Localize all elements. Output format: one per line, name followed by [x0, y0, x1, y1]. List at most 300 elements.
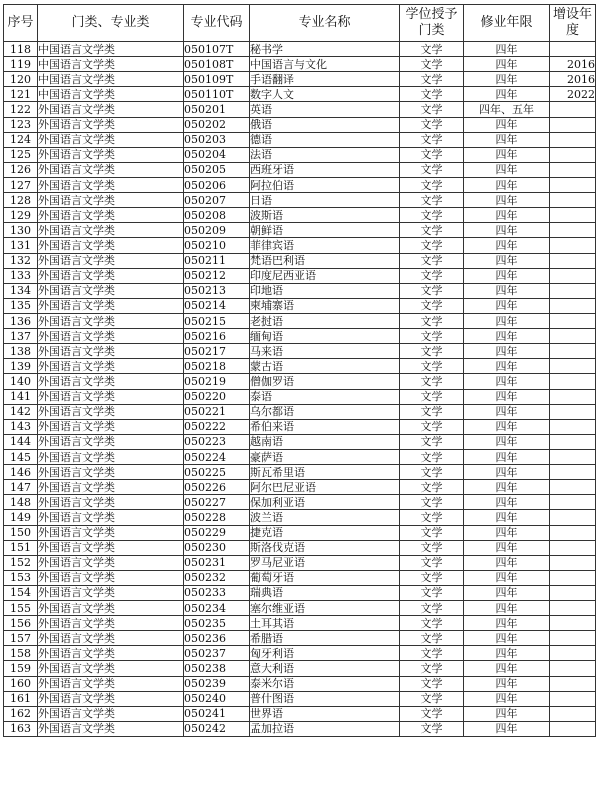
table-row	[4, 480, 596, 495]
row-degree-category: 文学	[400, 540, 464, 555]
row-major-code: 050241	[184, 706, 250, 721]
row-category: 外国语言文学类	[38, 540, 184, 555]
row-year-added	[550, 283, 596, 298]
row-number: 127	[4, 177, 38, 192]
row-degree-category: 文学	[400, 177, 464, 192]
row-study-duration: 四年	[464, 132, 550, 147]
row-year-added	[550, 706, 596, 721]
row-year-added	[550, 147, 596, 162]
row-number: 154	[4, 585, 38, 600]
row-study-duration: 四年	[464, 389, 550, 404]
row-number: 141	[4, 389, 38, 404]
row-degree-category: 文学	[400, 238, 464, 253]
row-degree-category: 文学	[400, 706, 464, 721]
row-study-duration: 四年	[464, 480, 550, 495]
row-study-duration: 四年	[464, 223, 550, 238]
table-row	[4, 616, 596, 631]
row-year-added	[550, 344, 596, 359]
row-number: 125	[4, 147, 38, 162]
table-body	[4, 42, 596, 737]
row-major-code: 050226	[184, 480, 250, 495]
row-number: 138	[4, 344, 38, 359]
table-row	[4, 676, 596, 691]
row-category: 外国语言文学类	[38, 208, 184, 223]
row-major-code: 050221	[184, 404, 250, 419]
row-year-added	[550, 721, 596, 736]
row-major-code: 050232	[184, 570, 250, 585]
row-study-duration: 四年	[464, 661, 550, 676]
row-number: 122	[4, 102, 38, 117]
table-row	[4, 601, 596, 616]
row-category: 中国语言文学类	[38, 42, 184, 57]
row-major-name: 罗马尼亚语	[250, 555, 400, 570]
table-row	[4, 434, 596, 449]
row-year-added	[550, 646, 596, 661]
row-number: 153	[4, 570, 38, 585]
table-row	[4, 147, 596, 162]
row-number: 142	[4, 404, 38, 419]
row-year-added	[550, 495, 596, 510]
row-number: 149	[4, 510, 38, 525]
row-year-added	[550, 616, 596, 631]
row-category: 外国语言文学类	[38, 601, 184, 616]
row-year-added	[550, 177, 596, 192]
row-number: 139	[4, 359, 38, 374]
row-study-duration: 四年	[464, 601, 550, 616]
row-major-code: 050222	[184, 419, 250, 434]
row-major-code: 050214	[184, 298, 250, 313]
row-study-duration: 四年	[464, 404, 550, 419]
row-degree-category: 文学	[400, 359, 464, 374]
row-year-added	[550, 540, 596, 555]
row-category: 外国语言文学类	[38, 102, 184, 117]
row-number: 147	[4, 480, 38, 495]
table-row	[4, 540, 596, 555]
row-number: 135	[4, 298, 38, 313]
row-category: 中国语言文学类	[38, 87, 184, 102]
row-degree-category: 文学	[400, 87, 464, 102]
header-code: 专业代码	[184, 5, 250, 42]
row-number: 124	[4, 132, 38, 147]
row-major-name: 希伯来语	[250, 419, 400, 434]
table-row	[4, 344, 596, 359]
row-category: 外国语言文学类	[38, 555, 184, 570]
row-number: 157	[4, 631, 38, 646]
row-degree-category: 文学	[400, 147, 464, 162]
row-major-code: 050209	[184, 223, 250, 238]
row-year-added	[550, 631, 596, 646]
row-number: 130	[4, 223, 38, 238]
table-row	[4, 298, 596, 313]
row-major-name: 塞尔维亚语	[250, 601, 400, 616]
row-number: 152	[4, 555, 38, 570]
majors-table	[3, 4, 596, 737]
table-row	[4, 253, 596, 268]
row-number: 132	[4, 253, 38, 268]
row-degree-category: 文学	[400, 419, 464, 434]
row-major-name: 越南语	[250, 434, 400, 449]
table-row	[4, 208, 596, 223]
row-number: 156	[4, 616, 38, 631]
row-number: 159	[4, 661, 38, 676]
row-study-duration: 四年	[464, 177, 550, 192]
row-major-code: 050240	[184, 691, 250, 706]
row-major-name: 印地语	[250, 283, 400, 298]
row-category: 外国语言文学类	[38, 404, 184, 419]
row-major-name: 普什图语	[250, 691, 400, 706]
row-major-code: 050206	[184, 177, 250, 192]
row-number: 120	[4, 72, 38, 87]
row-year-added	[550, 238, 596, 253]
row-number: 136	[4, 313, 38, 328]
row-degree-category: 文学	[400, 72, 464, 87]
row-study-duration: 四年	[464, 540, 550, 555]
row-major-name: 孟加拉语	[250, 721, 400, 736]
row-major-code: 050201	[184, 102, 250, 117]
header-year-added: 增设年度	[550, 5, 596, 42]
row-study-duration: 四年	[464, 298, 550, 313]
row-study-duration: 四年	[464, 419, 550, 434]
row-major-code: 050223	[184, 434, 250, 449]
row-major-code: 050237	[184, 646, 250, 661]
row-category: 外国语言文学类	[38, 661, 184, 676]
row-degree-category: 文学	[400, 495, 464, 510]
row-major-name: 斯洛伐克语	[250, 540, 400, 555]
header-degree: 学位授予门类	[400, 5, 464, 42]
row-major-code: 050217	[184, 344, 250, 359]
table-row	[4, 283, 596, 298]
row-major-name: 西班牙语	[250, 162, 400, 177]
row-category: 中国语言文学类	[38, 72, 184, 87]
table-row	[4, 329, 596, 344]
row-category: 外国语言文学类	[38, 298, 184, 313]
row-degree-category: 文学	[400, 344, 464, 359]
row-major-code: 050212	[184, 268, 250, 283]
row-category: 外国语言文学类	[38, 631, 184, 646]
row-study-duration: 四年	[464, 570, 550, 585]
row-study-duration: 四年	[464, 359, 550, 374]
table-row	[4, 555, 596, 570]
table-row	[4, 313, 596, 328]
row-degree-category: 文学	[400, 208, 464, 223]
row-year-added	[550, 449, 596, 464]
row-category: 外国语言文学类	[38, 646, 184, 661]
row-degree-category: 文学	[400, 404, 464, 419]
row-number: 123	[4, 117, 38, 132]
row-year-added	[550, 661, 596, 676]
row-number: 143	[4, 419, 38, 434]
row-year-added	[550, 359, 596, 374]
row-year-added	[550, 313, 596, 328]
row-category: 外国语言文学类	[38, 525, 184, 540]
row-number: 133	[4, 268, 38, 283]
row-major-name: 法语	[250, 147, 400, 162]
row-number: 119	[4, 57, 38, 72]
row-year-added	[550, 223, 596, 238]
row-year-added: 2022	[550, 87, 596, 102]
table-row	[4, 87, 596, 102]
table-row	[4, 631, 596, 646]
row-degree-category: 文学	[400, 616, 464, 631]
row-major-code: 050230	[184, 540, 250, 555]
row-major-code: 050210	[184, 238, 250, 253]
header-category: 门类、专业类	[38, 5, 184, 42]
row-major-code: 050208	[184, 208, 250, 223]
row-major-code: 050224	[184, 449, 250, 464]
row-year-added	[550, 389, 596, 404]
row-major-name: 波兰语	[250, 510, 400, 525]
table-row	[4, 42, 596, 57]
row-category: 外国语言文学类	[38, 419, 184, 434]
row-major-name: 瑞典语	[250, 585, 400, 600]
row-major-code: 050216	[184, 329, 250, 344]
row-category: 外国语言文学类	[38, 162, 184, 177]
row-number: 148	[4, 495, 38, 510]
row-major-code: 050203	[184, 132, 250, 147]
row-number: 150	[4, 525, 38, 540]
row-study-duration: 四年	[464, 646, 550, 661]
header-row	[4, 5, 596, 42]
row-study-duration: 四年	[464, 721, 550, 736]
header-name: 专业名称	[250, 5, 400, 42]
row-year-added	[550, 117, 596, 132]
row-category: 外国语言文学类	[38, 344, 184, 359]
row-year-added	[550, 102, 596, 117]
row-major-name: 手语翻译	[250, 72, 400, 87]
row-number: 134	[4, 283, 38, 298]
row-category: 外国语言文学类	[38, 691, 184, 706]
row-year-added	[550, 419, 596, 434]
row-year-added	[550, 510, 596, 525]
row-major-name: 世界语	[250, 706, 400, 721]
row-category: 外国语言文学类	[38, 223, 184, 238]
row-study-duration: 四年	[464, 631, 550, 646]
row-degree-category: 文学	[400, 389, 464, 404]
row-degree-category: 文学	[400, 691, 464, 706]
row-major-code: 050242	[184, 721, 250, 736]
row-number: 144	[4, 434, 38, 449]
row-study-duration: 四年	[464, 434, 550, 449]
row-major-code: 050107T	[184, 42, 250, 57]
row-number: 131	[4, 238, 38, 253]
row-year-added	[550, 268, 596, 283]
row-year-added	[550, 691, 596, 706]
row-major-name: 英语	[250, 102, 400, 117]
row-study-duration: 四年	[464, 117, 550, 132]
row-category: 外国语言文学类	[38, 465, 184, 480]
row-major-name: 蒙古语	[250, 359, 400, 374]
row-study-duration: 四年	[464, 283, 550, 298]
row-study-duration: 四年	[464, 208, 550, 223]
table-row	[4, 495, 596, 510]
table-row	[4, 268, 596, 283]
table-row	[4, 525, 596, 540]
table-row	[4, 661, 596, 676]
row-year-added	[550, 555, 596, 570]
row-study-duration: 四年	[464, 238, 550, 253]
row-study-duration: 四年	[464, 72, 550, 87]
row-degree-category: 文学	[400, 253, 464, 268]
row-major-code: 050211	[184, 253, 250, 268]
row-degree-category: 文学	[400, 42, 464, 57]
row-category: 外国语言文学类	[38, 238, 184, 253]
row-major-name: 柬埔寨语	[250, 298, 400, 313]
table-row	[4, 117, 596, 132]
table-row	[4, 570, 596, 585]
row-study-duration: 四年	[464, 329, 550, 344]
table-row	[4, 706, 596, 721]
row-major-name: 俄语	[250, 117, 400, 132]
row-category: 外国语言文学类	[38, 329, 184, 344]
row-year-added	[550, 585, 596, 600]
row-major-name: 捷克语	[250, 525, 400, 540]
row-degree-category: 文学	[400, 193, 464, 208]
row-category: 外国语言文学类	[38, 706, 184, 721]
row-degree-category: 文学	[400, 223, 464, 238]
row-degree-category: 文学	[400, 480, 464, 495]
row-category: 外国语言文学类	[38, 268, 184, 283]
row-major-name: 葡萄牙语	[250, 570, 400, 585]
row-major-name: 匈牙利语	[250, 646, 400, 661]
row-year-added	[550, 676, 596, 691]
row-number: 121	[4, 87, 38, 102]
table-row	[4, 359, 596, 374]
row-year-added: 2016	[550, 72, 596, 87]
table-row	[4, 223, 596, 238]
row-degree-category: 文学	[400, 601, 464, 616]
row-category: 外国语言文学类	[38, 117, 184, 132]
row-major-code: 050213	[184, 283, 250, 298]
table-row	[4, 646, 596, 661]
table-row	[4, 465, 596, 480]
row-major-name: 波斯语	[250, 208, 400, 223]
row-study-duration: 四年	[464, 691, 550, 706]
row-study-duration: 四年	[464, 525, 550, 540]
row-degree-category: 文学	[400, 676, 464, 691]
row-degree-category: 文学	[400, 631, 464, 646]
row-study-duration: 四年	[464, 510, 550, 525]
row-major-name: 豪萨语	[250, 449, 400, 464]
row-category: 外国语言文学类	[38, 147, 184, 162]
row-degree-category: 文学	[400, 465, 464, 480]
row-number: 160	[4, 676, 38, 691]
row-major-code: 050220	[184, 389, 250, 404]
row-category: 中国语言文学类	[38, 57, 184, 72]
row-category: 外国语言文学类	[38, 253, 184, 268]
row-major-code: 050239	[184, 676, 250, 691]
row-major-code: 050235	[184, 616, 250, 631]
row-major-code: 050228	[184, 510, 250, 525]
table-row	[4, 57, 596, 72]
row-category: 外国语言文学类	[38, 389, 184, 404]
row-major-name: 中国语言与文化	[250, 57, 400, 72]
row-number: 145	[4, 449, 38, 464]
row-major-name: 阿尔巴尼亚语	[250, 480, 400, 495]
table-row	[4, 238, 596, 253]
row-year-added: 2016	[550, 57, 596, 72]
row-study-duration: 四年、五年	[464, 102, 550, 117]
row-degree-category: 文学	[400, 298, 464, 313]
row-category: 外国语言文学类	[38, 374, 184, 389]
row-major-name: 泰语	[250, 389, 400, 404]
row-major-name: 秘书学	[250, 42, 400, 57]
row-study-duration: 四年	[464, 42, 550, 57]
table-row	[4, 193, 596, 208]
row-major-code: 050233	[184, 585, 250, 600]
row-major-code: 050234	[184, 601, 250, 616]
row-year-added	[550, 329, 596, 344]
row-degree-category: 文学	[400, 555, 464, 570]
row-major-name: 印度尼西亚语	[250, 268, 400, 283]
header-no: 序号	[4, 5, 38, 42]
row-study-duration: 四年	[464, 374, 550, 389]
row-degree-category: 文学	[400, 661, 464, 676]
table-row	[4, 721, 596, 736]
table-row	[4, 102, 596, 117]
row-year-added	[550, 253, 596, 268]
row-year-added	[550, 480, 596, 495]
row-number: 128	[4, 193, 38, 208]
row-major-name: 土耳其语	[250, 616, 400, 631]
table-header	[4, 5, 596, 42]
row-number: 126	[4, 162, 38, 177]
row-major-code: 050238	[184, 661, 250, 676]
row-study-duration: 四年	[464, 253, 550, 268]
row-major-code: 050219	[184, 374, 250, 389]
row-category: 外国语言文学类	[38, 177, 184, 192]
row-study-duration: 四年	[464, 87, 550, 102]
row-study-duration: 四年	[464, 585, 550, 600]
row-number: 155	[4, 601, 38, 616]
row-major-name: 缅甸语	[250, 329, 400, 344]
row-degree-category: 文学	[400, 721, 464, 736]
row-major-code: 050215	[184, 313, 250, 328]
row-degree-category: 文学	[400, 510, 464, 525]
row-degree-category: 文学	[400, 102, 464, 117]
row-number: 118	[4, 42, 38, 57]
row-year-added	[550, 42, 596, 57]
row-year-added	[550, 132, 596, 147]
header-duration: 修业年限	[464, 5, 550, 42]
row-study-duration: 四年	[464, 449, 550, 464]
row-category: 外国语言文学类	[38, 359, 184, 374]
row-study-duration: 四年	[464, 706, 550, 721]
row-degree-category: 文学	[400, 570, 464, 585]
row-number: 140	[4, 374, 38, 389]
row-study-duration: 四年	[464, 465, 550, 480]
table-row	[4, 162, 596, 177]
table-row	[4, 132, 596, 147]
row-degree-category: 文学	[400, 585, 464, 600]
row-category: 外国语言文学类	[38, 495, 184, 510]
row-year-added	[550, 374, 596, 389]
row-category: 外国语言文学类	[38, 721, 184, 736]
row-major-code: 050229	[184, 525, 250, 540]
row-category: 外国语言文学类	[38, 510, 184, 525]
row-major-name: 德语	[250, 132, 400, 147]
row-major-code: 050236	[184, 631, 250, 646]
row-major-code: 050227	[184, 495, 250, 510]
table-row	[4, 389, 596, 404]
row-major-name: 朝鲜语	[250, 223, 400, 238]
row-year-added	[550, 570, 596, 585]
row-major-code: 050108T	[184, 57, 250, 72]
row-year-added	[550, 434, 596, 449]
row-year-added	[550, 208, 596, 223]
row-major-name: 希腊语	[250, 631, 400, 646]
row-degree-category: 文学	[400, 313, 464, 328]
row-degree-category: 文学	[400, 374, 464, 389]
